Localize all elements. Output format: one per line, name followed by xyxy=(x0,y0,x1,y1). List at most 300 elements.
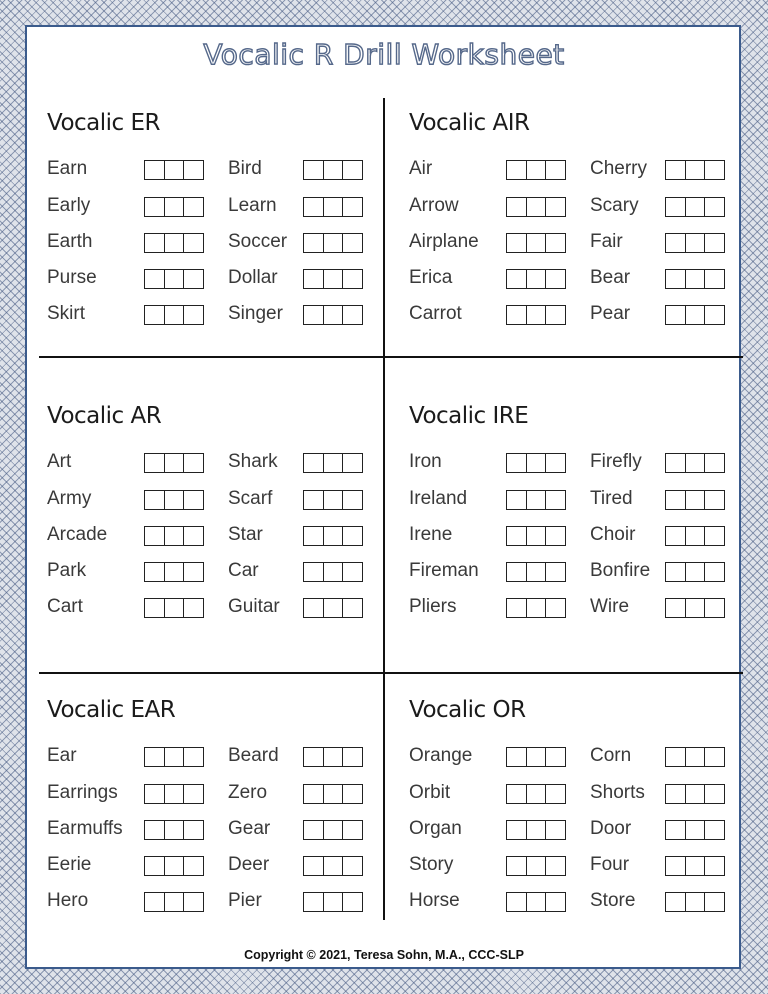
word-label: Fair xyxy=(590,231,623,252)
word-label: Pliers xyxy=(409,596,457,617)
tally-box[interactable] xyxy=(304,893,324,911)
tally-boxes[interactable] xyxy=(506,820,566,840)
tally-box[interactable] xyxy=(304,161,324,179)
tally-boxes[interactable] xyxy=(506,490,566,510)
tally-box[interactable] xyxy=(145,491,165,509)
tally-box[interactable] xyxy=(145,198,165,216)
tally-boxes[interactable] xyxy=(665,197,725,217)
tally-box[interactable] xyxy=(184,198,203,216)
tally-box[interactable] xyxy=(666,563,686,581)
tally-box[interactable] xyxy=(527,821,547,839)
tally-box[interactable] xyxy=(705,599,724,617)
tally-boxes[interactable] xyxy=(144,820,204,840)
tally-box[interactable] xyxy=(343,599,362,617)
section-title: Vocalic ER xyxy=(47,110,161,136)
word-label: Bear xyxy=(590,267,631,288)
tally-box[interactable] xyxy=(546,454,565,472)
tally-box[interactable] xyxy=(145,306,165,324)
tally-box[interactable] xyxy=(507,748,527,766)
tally-box[interactable] xyxy=(145,785,165,803)
word-label: Shark xyxy=(228,451,278,472)
tally-box[interactable] xyxy=(184,821,203,839)
tally-box[interactable] xyxy=(304,563,324,581)
tally-box[interactable] xyxy=(165,563,185,581)
tally-boxes[interactable] xyxy=(144,160,204,180)
word-label: Zero xyxy=(228,782,268,803)
tally-boxes[interactable] xyxy=(144,490,204,510)
word-label: Earth xyxy=(47,231,93,252)
tally-box[interactable] xyxy=(343,491,362,509)
tally-box[interactable] xyxy=(324,198,344,216)
tally-box[interactable] xyxy=(705,306,724,324)
tally-box[interactable] xyxy=(507,161,527,179)
word-label: Park xyxy=(47,560,87,581)
tally-box[interactable] xyxy=(165,748,185,766)
tally-box[interactable] xyxy=(527,893,547,911)
word-label: Irene xyxy=(409,524,453,545)
word-label: Airplane xyxy=(409,231,479,252)
word-label: Carrot xyxy=(409,303,462,324)
tally-box[interactable] xyxy=(527,785,547,803)
tally-box[interactable] xyxy=(686,748,706,766)
tally-boxes[interactable] xyxy=(665,526,725,546)
tally-box[interactable] xyxy=(165,857,185,875)
word-label: Organ xyxy=(409,818,462,839)
tally-boxes[interactable] xyxy=(665,747,725,767)
tally-box[interactable] xyxy=(343,821,362,839)
tally-box[interactable] xyxy=(686,454,706,472)
tally-boxes[interactable] xyxy=(506,526,566,546)
word-label: Eerie xyxy=(47,854,92,875)
tally-boxes[interactable] xyxy=(665,784,725,804)
tally-box[interactable] xyxy=(184,454,203,472)
tally-boxes[interactable] xyxy=(303,856,363,876)
tally-box[interactable] xyxy=(165,161,185,179)
tally-boxes[interactable] xyxy=(303,305,363,325)
tally-box[interactable] xyxy=(304,748,324,766)
tally-box[interactable] xyxy=(145,454,165,472)
tally-boxes[interactable] xyxy=(665,269,725,289)
tally-box[interactable] xyxy=(343,563,362,581)
copyright-notice: Copyright © 2021, Teresa Sohn, M.A., CCC-SLP xyxy=(244,948,524,962)
tally-box[interactable] xyxy=(686,234,706,252)
tally-box[interactable] xyxy=(527,270,547,288)
tally-box[interactable] xyxy=(666,599,686,617)
tally-box[interactable] xyxy=(546,563,565,581)
word-label: Horse xyxy=(409,890,460,911)
tally-box[interactable] xyxy=(705,857,724,875)
tally-box[interactable] xyxy=(666,454,686,472)
tally-boxes[interactable] xyxy=(665,160,725,180)
tally-boxes[interactable] xyxy=(665,233,725,253)
tally-box[interactable] xyxy=(343,234,362,252)
tally-box[interactable] xyxy=(705,198,724,216)
tally-box[interactable] xyxy=(165,270,185,288)
word-label: Skirt xyxy=(47,303,85,324)
word-label: Fireman xyxy=(409,560,479,581)
tally-box[interactable] xyxy=(527,491,547,509)
tally-box[interactable] xyxy=(165,785,185,803)
tally-boxes[interactable] xyxy=(303,526,363,546)
tally-box[interactable] xyxy=(324,821,344,839)
tally-boxes[interactable] xyxy=(144,598,204,618)
word-label: Singer xyxy=(228,303,283,324)
tally-box[interactable] xyxy=(666,306,686,324)
tally-box[interactable] xyxy=(324,893,344,911)
tally-box[interactable] xyxy=(666,198,686,216)
section-title: Vocalic AIR xyxy=(409,110,530,136)
section-title: Vocalic OR xyxy=(409,697,526,723)
tally-box[interactable] xyxy=(546,599,565,617)
tally-box[interactable] xyxy=(507,821,527,839)
tally-boxes[interactable] xyxy=(665,598,725,618)
tally-box[interactable] xyxy=(145,857,165,875)
tally-box[interactable] xyxy=(145,563,165,581)
tally-boxes[interactable] xyxy=(506,784,566,804)
word-label: Star xyxy=(228,524,263,545)
tally-boxes[interactable] xyxy=(506,892,566,912)
tally-boxes[interactable] xyxy=(665,562,725,582)
tally-box[interactable] xyxy=(705,563,724,581)
tally-box[interactable] xyxy=(343,454,362,472)
tally-boxes[interactable] xyxy=(144,305,204,325)
tally-box[interactable] xyxy=(324,306,344,324)
word-label: Scarf xyxy=(228,488,273,509)
tally-box[interactable] xyxy=(666,857,686,875)
tally-box[interactable] xyxy=(184,893,203,911)
tally-boxes[interactable] xyxy=(506,856,566,876)
word-label: Arrow xyxy=(409,195,459,216)
tally-box[interactable] xyxy=(705,821,724,839)
tally-box[interactable] xyxy=(165,234,185,252)
tally-boxes[interactable] xyxy=(303,269,363,289)
tally-box[interactable] xyxy=(666,491,686,509)
tally-box[interactable] xyxy=(507,491,527,509)
tally-box[interactable] xyxy=(527,748,547,766)
tally-box[interactable] xyxy=(507,785,527,803)
tally-box[interactable] xyxy=(527,234,547,252)
tally-box[interactable] xyxy=(165,306,185,324)
tally-box[interactable] xyxy=(304,270,324,288)
word-label: Car xyxy=(228,560,259,581)
tally-box[interactable] xyxy=(304,454,324,472)
word-label: Purse xyxy=(47,267,97,288)
tally-boxes[interactable] xyxy=(303,562,363,582)
tally-box[interactable] xyxy=(304,527,324,545)
tally-box[interactable] xyxy=(527,857,547,875)
tally-box[interactable] xyxy=(184,785,203,803)
word-label: Shorts xyxy=(590,782,645,803)
tally-box[interactable] xyxy=(666,270,686,288)
word-label: Orange xyxy=(409,745,473,766)
word-label: Learn xyxy=(228,195,277,216)
tally-box[interactable] xyxy=(507,234,527,252)
tally-boxes[interactable] xyxy=(506,160,566,180)
tally-box[interactable] xyxy=(666,161,686,179)
tally-box[interactable] xyxy=(546,527,565,545)
tally-box[interactable] xyxy=(184,306,203,324)
tally-box[interactable] xyxy=(184,599,203,617)
horizontal-divider-top xyxy=(39,356,743,358)
word-label: Pear xyxy=(590,303,631,324)
tally-box[interactable] xyxy=(686,491,706,509)
tally-box[interactable] xyxy=(324,234,344,252)
word-label: Art xyxy=(47,451,72,472)
tally-box[interactable] xyxy=(165,491,185,509)
tally-box[interactable] xyxy=(546,893,565,911)
tally-box[interactable] xyxy=(527,527,547,545)
tally-box[interactable] xyxy=(343,785,362,803)
tally-box[interactable] xyxy=(304,198,324,216)
tally-boxes[interactable] xyxy=(303,197,363,217)
tally-boxes[interactable] xyxy=(665,820,725,840)
tally-box[interactable] xyxy=(145,270,165,288)
tally-box[interactable] xyxy=(145,161,165,179)
tally-box[interactable] xyxy=(343,306,362,324)
tally-boxes[interactable] xyxy=(303,160,363,180)
word-label: Four xyxy=(590,854,630,875)
tally-box[interactable] xyxy=(705,234,724,252)
tally-box[interactable] xyxy=(324,491,344,509)
tally-boxes[interactable] xyxy=(303,747,363,767)
tally-box[interactable] xyxy=(507,563,527,581)
tally-box[interactable] xyxy=(324,857,344,875)
word-label: Firefly xyxy=(590,451,642,472)
tally-box[interactable] xyxy=(304,234,324,252)
word-label: Choir xyxy=(590,524,636,545)
tally-box[interactable] xyxy=(165,599,185,617)
tally-box[interactable] xyxy=(184,161,203,179)
tally-box[interactable] xyxy=(686,785,706,803)
tally-box[interactable] xyxy=(686,893,706,911)
tally-box[interactable] xyxy=(165,527,185,545)
tally-box[interactable] xyxy=(705,748,724,766)
tally-box[interactable] xyxy=(686,599,706,617)
word-label: Story xyxy=(409,854,454,875)
tally-boxes[interactable] xyxy=(144,747,204,767)
tally-boxes[interactable] xyxy=(506,197,566,217)
tally-box[interactable] xyxy=(705,893,724,911)
tally-boxes[interactable] xyxy=(303,233,363,253)
tally-box[interactable] xyxy=(686,857,706,875)
tally-boxes[interactable] xyxy=(144,562,204,582)
tally-box[interactable] xyxy=(184,527,203,545)
word-label: Gear xyxy=(228,818,271,839)
tally-boxes[interactable] xyxy=(144,784,204,804)
word-label: Hero xyxy=(47,890,89,911)
tally-boxes[interactable] xyxy=(144,197,204,217)
tally-boxes[interactable] xyxy=(303,784,363,804)
word-label: Erica xyxy=(409,267,453,288)
tally-box[interactable] xyxy=(324,748,344,766)
tally-box[interactable] xyxy=(546,270,565,288)
tally-box[interactable] xyxy=(666,785,686,803)
horizontal-divider-bottom xyxy=(39,672,743,674)
tally-boxes[interactable] xyxy=(506,562,566,582)
tally-box[interactable] xyxy=(165,893,185,911)
word-label: Earrings xyxy=(47,782,118,803)
tally-box[interactable] xyxy=(324,785,344,803)
tally-boxes[interactable] xyxy=(144,526,204,546)
word-label: Wire xyxy=(590,596,630,617)
tally-box[interactable] xyxy=(546,198,565,216)
tally-box[interactable] xyxy=(165,821,185,839)
tally-box[interactable] xyxy=(184,563,203,581)
tally-box[interactable] xyxy=(507,527,527,545)
tally-box[interactable] xyxy=(343,857,362,875)
tally-box[interactable] xyxy=(304,785,324,803)
tally-box[interactable] xyxy=(324,454,344,472)
tally-box[interactable] xyxy=(324,599,344,617)
tally-boxes[interactable] xyxy=(665,856,725,876)
tally-box[interactable] xyxy=(527,599,547,617)
tally-box[interactable] xyxy=(165,454,185,472)
tally-boxes[interactable] xyxy=(144,269,204,289)
tally-box[interactable] xyxy=(343,270,362,288)
tally-box[interactable] xyxy=(686,161,706,179)
tally-box[interactable] xyxy=(666,234,686,252)
tally-box[interactable] xyxy=(705,270,724,288)
tally-box[interactable] xyxy=(145,821,165,839)
section-title: Vocalic EAR xyxy=(47,697,176,723)
tally-box[interactable] xyxy=(666,527,686,545)
tally-box[interactable] xyxy=(546,821,565,839)
tally-box[interactable] xyxy=(184,270,203,288)
tally-box[interactable] xyxy=(324,161,344,179)
tally-box[interactable] xyxy=(705,527,724,545)
tally-box[interactable] xyxy=(666,821,686,839)
tally-box[interactable] xyxy=(304,306,324,324)
tally-boxes[interactable] xyxy=(303,598,363,618)
word-label: Soccer xyxy=(228,231,288,252)
tally-boxes[interactable] xyxy=(665,305,725,325)
word-label: Earn xyxy=(47,158,88,179)
tally-boxes[interactable] xyxy=(144,453,204,473)
word-label: Early xyxy=(47,195,91,216)
tally-box[interactable] xyxy=(343,893,362,911)
tally-box[interactable] xyxy=(507,270,527,288)
tally-box[interactable] xyxy=(184,748,203,766)
tally-box[interactable] xyxy=(686,270,706,288)
tally-box[interactable] xyxy=(343,161,362,179)
tally-boxes[interactable] xyxy=(506,598,566,618)
section-title: Vocalic IRE xyxy=(409,403,529,429)
tally-box[interactable] xyxy=(304,491,324,509)
word-label: Corn xyxy=(590,745,632,766)
tally-box[interactable] xyxy=(686,563,706,581)
tally-boxes[interactable] xyxy=(665,490,725,510)
tally-box[interactable] xyxy=(343,198,362,216)
tally-box[interactable] xyxy=(686,306,706,324)
tally-boxes[interactable] xyxy=(506,453,566,473)
tally-boxes[interactable] xyxy=(665,453,725,473)
tally-box[interactable] xyxy=(184,857,203,875)
tally-boxes[interactable] xyxy=(144,856,204,876)
tally-box[interactable] xyxy=(527,306,547,324)
tally-box[interactable] xyxy=(184,491,203,509)
tally-boxes[interactable] xyxy=(303,892,363,912)
tally-box[interactable] xyxy=(507,857,527,875)
tally-boxes[interactable] xyxy=(144,233,204,253)
tally-box[interactable] xyxy=(666,748,686,766)
tally-box[interactable] xyxy=(324,270,344,288)
tally-box[interactable] xyxy=(343,527,362,545)
tally-box[interactable] xyxy=(184,234,203,252)
tally-box[interactable] xyxy=(304,599,324,617)
tally-boxes[interactable] xyxy=(303,490,363,510)
word-label: Bird xyxy=(228,158,262,179)
tally-boxes[interactable] xyxy=(303,820,363,840)
tally-box[interactable] xyxy=(145,748,165,766)
tally-box[interactable] xyxy=(527,161,547,179)
tally-box[interactable] xyxy=(527,563,547,581)
tally-box[interactable] xyxy=(705,161,724,179)
tally-box[interactable] xyxy=(666,893,686,911)
vertical-divider xyxy=(383,98,385,920)
word-label: Pier xyxy=(228,890,262,911)
tally-box[interactable] xyxy=(507,599,527,617)
tally-box[interactable] xyxy=(546,234,565,252)
word-label: Cherry xyxy=(590,158,648,179)
word-label: Arcade xyxy=(47,524,108,545)
word-label: Dollar xyxy=(228,267,278,288)
tally-boxes[interactable] xyxy=(665,892,725,912)
tally-box[interactable] xyxy=(343,748,362,766)
tally-box[interactable] xyxy=(527,198,547,216)
tally-box[interactable] xyxy=(686,821,706,839)
tally-box[interactable] xyxy=(145,527,165,545)
word-label: Door xyxy=(590,818,632,839)
tally-box[interactable] xyxy=(145,599,165,617)
tally-box[interactable] xyxy=(705,785,724,803)
tally-box[interactable] xyxy=(546,857,565,875)
word-label: Orbit xyxy=(409,782,451,803)
tally-box[interactable] xyxy=(686,198,706,216)
tally-box[interactable] xyxy=(546,748,565,766)
tally-box[interactable] xyxy=(324,527,344,545)
tally-box[interactable] xyxy=(546,161,565,179)
tally-boxes[interactable] xyxy=(506,233,566,253)
page-title: Vocalic R Drill Worksheet xyxy=(203,38,565,71)
tally-box[interactable] xyxy=(507,306,527,324)
tally-box[interactable] xyxy=(324,563,344,581)
tally-boxes[interactable] xyxy=(506,269,566,289)
tally-box[interactable] xyxy=(705,454,724,472)
tally-box[interactable] xyxy=(507,454,527,472)
tally-box[interactable] xyxy=(546,491,565,509)
tally-boxes[interactable] xyxy=(506,747,566,767)
tally-box[interactable] xyxy=(546,306,565,324)
tally-boxes[interactable] xyxy=(506,305,566,325)
tally-box[interactable] xyxy=(686,527,706,545)
tally-box[interactable] xyxy=(507,893,527,911)
tally-box[interactable] xyxy=(507,198,527,216)
tally-box[interactable] xyxy=(304,821,324,839)
word-label: Bonfire xyxy=(590,560,651,581)
word-label: Ear xyxy=(47,745,77,766)
word-label: Beard xyxy=(228,745,279,766)
tally-boxes[interactable] xyxy=(303,453,363,473)
tally-box[interactable] xyxy=(145,234,165,252)
tally-box[interactable] xyxy=(546,785,565,803)
word-label: Store xyxy=(590,890,636,911)
tally-box[interactable] xyxy=(145,893,165,911)
tally-box[interactable] xyxy=(705,491,724,509)
tally-box[interactable] xyxy=(304,857,324,875)
tally-box[interactable] xyxy=(527,454,547,472)
tally-boxes[interactable] xyxy=(144,892,204,912)
tally-box[interactable] xyxy=(165,198,185,216)
